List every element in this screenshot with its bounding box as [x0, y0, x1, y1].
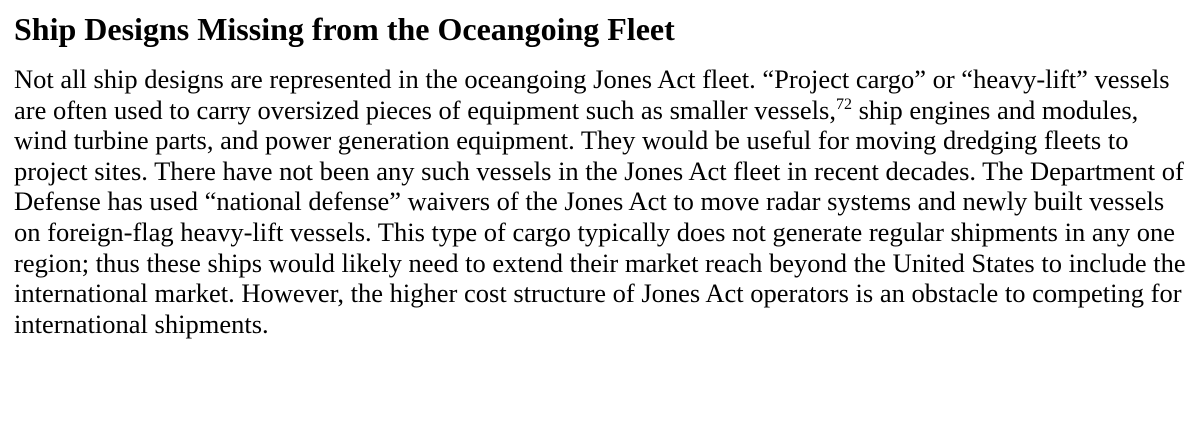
- body-paragraph: [14, 64, 1190, 339]
- section-heading: Ship Designs Missing from the Oceangoing Fleet: [14, 11, 675, 47]
- footnote-reference[interactable]: 72: [835, 95, 852, 113]
- paragraph-text-part-2: ship engines and modules, wind turbine parts, and power generation equipment. They would be useful for moving dredging fleets to project sites. There have not been any such vessels in the Jones Act fleet in recent decades. The Department of Defense has used “national defense” waivers of the Jones Act to move radar systems and newly built vessels on foreign-flag heavy-lift vessels. This type of cargo typically does not generate regular shipments in any one region; thus these ships would likely need to extend their market reach beyond the United States to include the international market. However, the higher cost structure of Jones Act operators is an obstacle to competing for international shipments.: [14, 94, 1186, 339]
- paragraph-text-part-1: Not all ship designs are represented in the oceangoing Jones Act fleet. “Project cargo” or “heavy-lift” vessels are often used to carry oversized pieces of equipment such as smaller vessels,: [14, 64, 1170, 125]
